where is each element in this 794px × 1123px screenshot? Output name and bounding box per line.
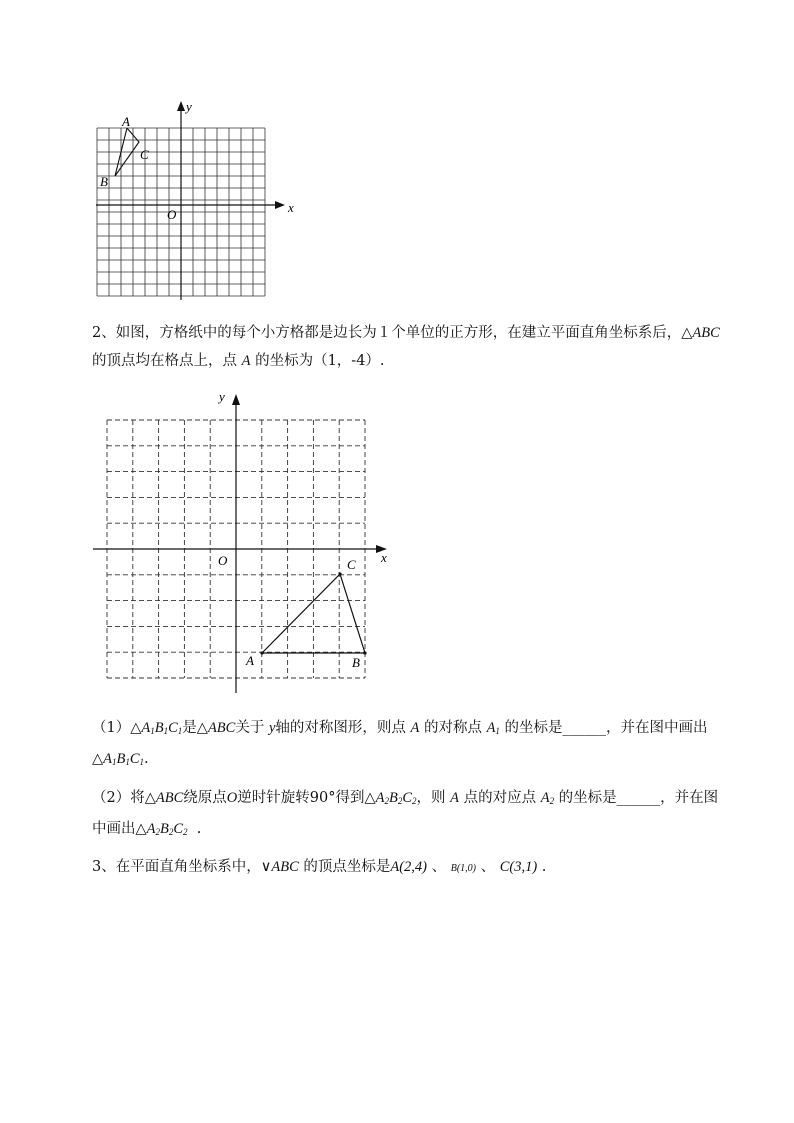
q1-y: y <box>268 720 276 736</box>
q2-point-a: A <box>450 790 459 806</box>
q2-text-2: 逆时针旋转90°得到△ <box>237 790 376 806</box>
q1-text-2: 关于 <box>235 720 265 736</box>
problem2-line1 <box>92 322 732 344</box>
q2-point-a2: $A_2$ <box>540 790 555 806</box>
q2-triangle-a2b2c2: $A_2B_2C_2$ <box>375 790 417 806</box>
q1-text-4: 的对称点 <box>423 720 482 736</box>
figure2-grid <box>85 385 395 700</box>
p3-point-a: A(2,4) <box>390 859 427 875</box>
q1-point-a1: $A_1$ <box>486 720 500 736</box>
fig1-point-a: A <box>122 114 130 129</box>
p3-point-c: C(3,1) <box>499 859 538 875</box>
q1-point-a: A <box>410 720 420 736</box>
q2-text-3: ，则 <box>416 790 446 806</box>
q2-triangle-a2b2c2-draw: $A_2B_2C_2$ <box>146 821 188 837</box>
q1-prefix: （1）△ <box>92 720 142 736</box>
q1-abc: ABC <box>207 720 236 736</box>
fig1-x-arrow <box>275 201 285 209</box>
problem2-abc: ABC <box>692 325 720 341</box>
q1-blank-text: 的坐标是______，并在图中画出 <box>504 720 708 736</box>
q2-text-4: 点的对应点 <box>463 790 537 806</box>
q2-prefix: （2）将△ <box>92 790 156 806</box>
p3-abc: ABC <box>271 859 299 875</box>
problem2-line2-coord: 的坐标为（1，-4）. <box>255 353 385 369</box>
problem2-line2-text: 的顶点均在格点上，点 <box>92 353 237 369</box>
p3-end: . <box>541 859 547 875</box>
problem2-point-a: A <box>241 353 251 369</box>
p3-text: 的顶点坐标是 <box>303 859 391 875</box>
fig1-y-label: y <box>186 99 192 114</box>
question2-line2 <box>92 818 732 843</box>
problem2-line2 <box>92 350 732 372</box>
problem3-line1 <box>92 856 732 880</box>
fig2-y-arrow <box>232 394 240 405</box>
q1-end: . <box>144 751 149 767</box>
fig2-x-label: x <box>381 550 387 565</box>
p3-point-b: B(1,0) <box>450 863 476 874</box>
q2-end: . <box>196 821 202 837</box>
p3-sep-2: 、 <box>480 859 496 875</box>
p3-sep-1: 、 <box>431 859 447 875</box>
fig2-y-label: y <box>219 389 225 404</box>
problem2-text <box>92 322 732 372</box>
fig2-vertex-b <box>363 651 366 654</box>
q2-abc: ABC <box>155 790 184 806</box>
question1 <box>92 717 732 773</box>
question1-line2: $\triangle A_1B_1C_1$. <box>92 751 149 767</box>
question2 <box>92 787 732 843</box>
fig1-point-c: C <box>140 147 149 162</box>
p3-prefix: 3、在平面直角坐标系中， <box>92 859 261 875</box>
q1-triangle-a1b1c1-draw: $A_1B_1C_1$ <box>103 751 145 767</box>
fig2-point-c: C <box>347 557 356 572</box>
fig2-point-a: A <box>246 653 254 668</box>
fig1-y-arrow <box>177 101 185 111</box>
fig1-x-label: x <box>288 200 294 215</box>
fig2-vertex-a <box>260 651 263 654</box>
q2-origin: O <box>226 790 238 806</box>
problem3 <box>92 856 732 880</box>
p3-triangle-symbol: ∨ <box>260 859 272 875</box>
q2-text-1: 绕原点 <box>183 790 227 806</box>
problem2-line1-text: 2、如图，方格纸中的每个小方格都是边长为１个单位的正方形，在建立平面直角坐标系后，△ <box>92 325 693 341</box>
fig2-origin-label: O <box>218 553 228 568</box>
question2-line1 <box>92 787 732 812</box>
question1-line1 <box>92 717 732 742</box>
figure1-grid <box>80 95 320 310</box>
q1-text-3: 轴的对称图形，则点 <box>275 720 406 736</box>
q1-triangle-a1b1c1: $A_1B_1C_1$ <box>141 720 183 736</box>
q1-text-1: 是△ <box>182 720 208 736</box>
fig1-point-b: B <box>100 174 108 189</box>
fig1-origin-label: O <box>167 207 177 222</box>
q2-line2-text: 中画出△ <box>92 821 147 837</box>
q2-blank-text: 的坐标是______，并在图 <box>558 790 719 806</box>
fig2-point-b: B <box>352 655 360 670</box>
fig2-vertex-c <box>338 572 341 575</box>
